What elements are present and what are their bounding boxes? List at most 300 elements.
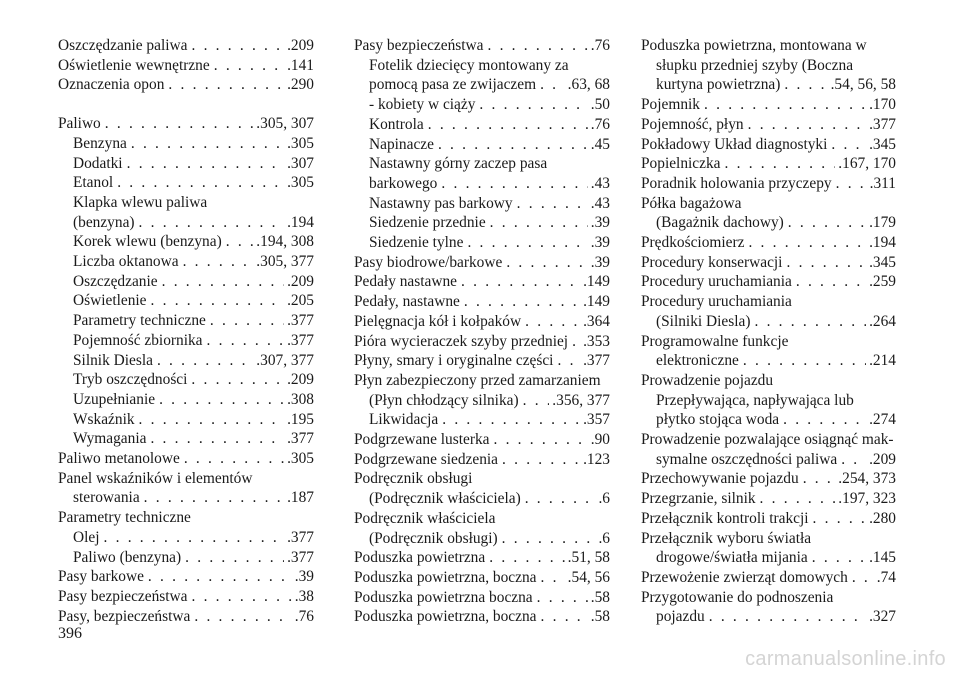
- page-number: 396: [58, 625, 82, 642]
- dot-leader: [541, 607, 588, 627]
- entry-term: Silnik Diesla: [73, 351, 153, 369]
- dot-leader: [725, 154, 836, 174]
- entry-term: kurtyna powietrzna): [656, 76, 781, 94]
- dot-leader: [117, 173, 284, 193]
- entry-page-ref: .205: [287, 292, 314, 310]
- dot-leader: [214, 56, 284, 76]
- index-subentry: [354, 391, 610, 411]
- entry-page-ref: .6: [598, 490, 610, 508]
- entry-page-ref: .58: [590, 588, 610, 606]
- entry-page-ref: .264: [869, 312, 896, 330]
- dot-leader: [168, 75, 284, 95]
- entry-term: Tryb oszczędności: [73, 371, 188, 389]
- entry-term: (Silniki Diesla): [656, 312, 751, 330]
- index-entry: Programowalne funkcje: [641, 332, 789, 350]
- index-subentry: [58, 331, 314, 351]
- entry-term: - kobiety w ciąży: [369, 96, 476, 114]
- index-entry: [354, 36, 610, 56]
- entry-term: Podgrzewane siedzenia: [354, 450, 499, 468]
- entry-term: Pasy barkowe: [58, 568, 144, 586]
- dot-leader: [210, 311, 284, 331]
- entry-term: Paliwo (benzyna): [73, 548, 182, 566]
- index-entry: Półka bagażowa: [641, 194, 742, 212]
- entry-page-ref: .194, 308: [256, 233, 314, 251]
- index-entry: Przygotowanie do podnoszenia: [641, 588, 834, 606]
- dot-leader: [786, 253, 866, 273]
- index-subentry: [354, 174, 610, 194]
- dot-leader: [709, 607, 866, 627]
- entry-page-ref: .195: [287, 410, 314, 428]
- dot-leader: [743, 351, 866, 371]
- index-subentry: [354, 213, 610, 233]
- entry-term: Pojemność zbiornika: [73, 331, 203, 349]
- entry-page-ref: .43: [590, 174, 610, 192]
- entry-term: Dodatki: [73, 154, 123, 172]
- entry-term: Popielniczka: [641, 155, 721, 173]
- index-subentry: [58, 311, 314, 331]
- index-column-1: [58, 36, 314, 626]
- entry-page-ref: .123: [583, 450, 610, 468]
- entry-page-ref: .194: [869, 234, 896, 252]
- dot-leader: [537, 588, 588, 608]
- index-column-2: [354, 36, 610, 627]
- entry-page-ref: .90: [590, 431, 610, 449]
- index-entry: Podręcznik obsługi: [354, 470, 473, 488]
- dot-leader: [525, 312, 580, 332]
- dot-leader: [183, 252, 254, 272]
- index-entry: [354, 588, 610, 608]
- index-subentry: Fotelik dziecięcy montowany za: [369, 56, 569, 74]
- index-entry: [641, 174, 896, 194]
- entry-term: Pedały nastawne: [354, 273, 458, 291]
- dot-leader: [489, 548, 564, 568]
- index-subentry: [354, 529, 610, 549]
- entry-term: Likwidacja: [369, 411, 439, 429]
- entry-term: Poduszka powietrzna boczna: [354, 588, 533, 606]
- entry-page-ref: .305: [287, 450, 314, 468]
- entry-term: Liczba oktanowa: [73, 253, 179, 271]
- entry-page-ref: .74: [876, 568, 896, 586]
- index-entry: [354, 351, 610, 371]
- dot-leader: [525, 489, 596, 509]
- dot-leader: [226, 232, 254, 252]
- index-subentry: [354, 410, 610, 430]
- index-entry: [354, 430, 610, 450]
- dot-leader: [162, 272, 284, 292]
- entry-page-ref: .345: [869, 135, 896, 153]
- index-entry: [58, 607, 314, 627]
- dot-leader: [442, 410, 580, 430]
- index-subentry: [58, 173, 314, 193]
- dot-leader: [159, 390, 284, 410]
- entry-term: Pojemnik: [641, 96, 700, 114]
- entry-term: Napinacze: [369, 135, 434, 153]
- dot-leader: [796, 272, 866, 292]
- dot-leader: [490, 213, 588, 233]
- dot-leader: [784, 75, 827, 95]
- dot-leader: [541, 568, 565, 588]
- entry-term: Oszczędzanie paliwa: [58, 37, 188, 54]
- dot-leader: [852, 568, 874, 588]
- entry-term: pojazdu: [656, 608, 705, 626]
- index-entry: [354, 312, 610, 332]
- index-entry: [354, 292, 610, 312]
- entry-term: Wskaźnik: [73, 410, 135, 428]
- entry-term: Prędkościomierz: [641, 234, 745, 252]
- dot-leader: [461, 272, 580, 292]
- index-entry: [641, 115, 896, 135]
- entry-page-ref: .254, 373: [838, 470, 896, 488]
- dot-leader: [748, 233, 866, 253]
- index-entry: [641, 509, 896, 529]
- index-subentry: słupku przedniej szyby (Boczna: [656, 56, 854, 74]
- index-entry: [58, 75, 314, 95]
- entry-term: elektroniczne: [656, 352, 739, 370]
- index-subentry: [58, 351, 314, 371]
- entry-term: Płyny, smary i oryginalne części: [354, 352, 554, 370]
- index-entry: [641, 253, 896, 273]
- entry-term: Przechowywanie pojazdu: [641, 470, 799, 488]
- entry-term: Nastawny pas barkowy: [369, 194, 513, 212]
- entry-term: Pokładowy Układ diagnostyki: [641, 135, 828, 153]
- dot-leader: [517, 194, 588, 214]
- index-entry: [354, 607, 610, 627]
- dot-leader: [803, 469, 836, 489]
- dot-leader: [157, 351, 253, 371]
- entry-page-ref: .39: [590, 214, 610, 232]
- index-entry: Prowadzenie pojazdu: [641, 371, 774, 389]
- entry-term: Uzupełnianie: [73, 390, 156, 408]
- entry-term: symalne oszczędności paliwa: [656, 450, 838, 468]
- entry-page-ref: .38: [294, 587, 314, 605]
- index-entry: [58, 567, 314, 587]
- dot-leader: [191, 370, 284, 390]
- index-subentry: [58, 370, 314, 390]
- index-subentry: [354, 115, 610, 135]
- index-entry: [58, 114, 314, 134]
- dot-leader: [139, 410, 285, 430]
- entry-page-ref: .145: [869, 549, 896, 567]
- dot-leader: [207, 331, 285, 351]
- entry-page-ref: .377: [287, 331, 314, 349]
- index-subentry: [641, 548, 896, 568]
- entry-term: (Bagażnik dachowy): [656, 214, 784, 232]
- dot-leader: [144, 488, 284, 508]
- entry-page-ref: .307: [287, 154, 314, 172]
- entry-term: (Płyn chłodzący silnika): [369, 391, 519, 409]
- index-subentry: [641, 450, 896, 470]
- entry-term: Paliwo metanolowe: [58, 450, 180, 468]
- entry-term: Paliwo: [58, 115, 101, 133]
- dot-leader: [148, 567, 292, 587]
- index-entry: [641, 135, 896, 155]
- index-subentry: [641, 213, 896, 233]
- dot-leader: [191, 587, 291, 607]
- entry-term: Przegrzanie, silnik: [641, 490, 756, 508]
- entry-page-ref: .290: [287, 76, 314, 94]
- entry-term: Poradnik holowania przyczepy: [641, 174, 832, 192]
- dot-leader: [783, 410, 866, 430]
- dot-leader: [841, 450, 866, 470]
- entry-page-ref: .39: [590, 234, 610, 252]
- dot-leader: [788, 213, 866, 233]
- entry-page-ref: .353: [583, 332, 610, 350]
- entry-page-ref: .308: [287, 390, 314, 408]
- index-subentry: [641, 607, 896, 627]
- index-entry: [641, 568, 896, 588]
- entry-page-ref: .305: [287, 134, 314, 152]
- entry-spacer: [58, 95, 314, 114]
- entry-page-ref: .141: [287, 56, 314, 74]
- entry-page-ref: .197, 323: [838, 490, 896, 508]
- index-entry: [354, 332, 610, 352]
- index-entry: [58, 36, 314, 56]
- index-subentry: [58, 213, 314, 233]
- entry-page-ref: .149: [583, 273, 610, 291]
- entry-page-ref: .377: [287, 312, 314, 330]
- entry-page-ref: .187: [287, 489, 314, 507]
- entry-page-ref: .167, 170: [838, 155, 896, 173]
- index-subentry: [58, 252, 314, 272]
- index-subentry: [354, 489, 610, 509]
- dot-leader: [131, 134, 284, 154]
- watermark: carmanualsonline.info: [745, 648, 946, 670]
- dot-leader: [105, 114, 254, 134]
- dot-leader: [104, 528, 285, 548]
- entry-page-ref: .54, 56, 58: [830, 76, 896, 94]
- index-subentry: [58, 528, 314, 548]
- index-subentry: [354, 95, 610, 115]
- entry-page-ref: .58: [590, 608, 610, 626]
- entry-term: Procedury uruchamiania: [641, 273, 792, 291]
- index-entry: [641, 233, 896, 253]
- entry-term: Podgrzewane lusterka: [354, 431, 490, 449]
- entry-term: Przewożenie zwierząt domowych: [641, 568, 848, 586]
- index-subentry: [641, 312, 896, 332]
- dot-leader: [523, 391, 550, 411]
- index-entry: [354, 272, 610, 292]
- entry-page-ref: .209: [869, 450, 896, 468]
- entry-page-ref: .274: [869, 411, 896, 429]
- dot-leader: [185, 548, 284, 568]
- entry-term: (benzyna): [73, 213, 135, 231]
- index-subentry: [641, 410, 896, 430]
- entry-page-ref: .209: [287, 371, 314, 389]
- entry-page-ref: .39: [590, 253, 610, 271]
- entry-page-ref: .356, 377: [552, 391, 610, 409]
- entry-term: drogowe/światła mijania: [656, 549, 808, 567]
- entry-page-ref: .76: [294, 607, 314, 625]
- dot-leader: [479, 95, 587, 115]
- entry-term: Pióra wycieraczek szyby przedniej: [354, 332, 569, 350]
- entry-page-ref: .39: [294, 568, 314, 586]
- dot-leader: [748, 115, 866, 135]
- entry-page-ref: .194: [287, 213, 314, 231]
- entry-term: Pojemność, płyn: [641, 115, 744, 133]
- entry-term: Pasy bezpieczeństwa: [58, 587, 188, 605]
- dot-leader: [760, 489, 836, 509]
- entry-term: Parametry techniczne: [73, 312, 206, 330]
- entry-term: Kontrola: [369, 115, 424, 133]
- dot-leader: [184, 449, 284, 469]
- entry-page-ref: .364: [583, 312, 610, 330]
- entry-term: Oszczędzanie: [73, 272, 158, 290]
- entry-page-ref: .43: [590, 194, 610, 212]
- entry-term: pomocą pasa ze zwijaczem: [369, 76, 537, 94]
- index-subentry: [354, 194, 610, 214]
- entry-term: Wymagania: [73, 430, 147, 448]
- entry-page-ref: .305: [287, 174, 314, 192]
- entry-page-ref: .327: [869, 608, 896, 626]
- entry-term: Pasy biodrowe/barkowe: [354, 253, 503, 271]
- entry-page-ref: .307, 377: [256, 351, 314, 369]
- index-entry: Parametry techniczne: [58, 509, 191, 527]
- entry-page-ref: .377: [287, 528, 314, 546]
- index-subentry: [354, 75, 610, 95]
- entry-term: Oznaczenia opon: [58, 76, 165, 94]
- index-entry: [641, 469, 896, 489]
- index-entry: [354, 548, 610, 568]
- entry-term: Pasy, bezpieczeństwa: [58, 607, 191, 625]
- entry-page-ref: .311: [869, 174, 896, 192]
- dot-leader: [151, 291, 285, 311]
- entry-term: Etanol: [73, 174, 114, 192]
- dot-leader: [502, 450, 580, 470]
- entry-term: Oświetlenie: [73, 292, 147, 310]
- index-subentry: [58, 154, 314, 174]
- entry-page-ref: .377: [869, 115, 896, 133]
- dot-leader: [506, 253, 587, 273]
- dot-leader: [502, 529, 596, 549]
- index-entry: [641, 489, 896, 509]
- entry-page-ref: .209: [287, 37, 314, 54]
- entry-page-ref: .51, 58: [567, 549, 610, 567]
- index-entry: [641, 154, 896, 174]
- entry-page-ref: .63, 68: [567, 76, 610, 94]
- entry-page-ref: .345: [869, 253, 896, 271]
- index-column-3: [641, 36, 896, 627]
- index-entry: Procedury uruchamiania: [641, 293, 792, 311]
- dot-leader: [487, 36, 587, 56]
- index-subentry: [58, 429, 314, 449]
- index-entry: Podręcznik właściciela: [354, 509, 496, 527]
- entry-term: Siedzenie przednie: [369, 214, 486, 232]
- index-subentry: [58, 291, 314, 311]
- dot-leader: [438, 135, 588, 155]
- entry-term: płytko stojąca woda: [656, 411, 780, 429]
- entry-term: Benzyna: [73, 134, 127, 152]
- index-subentry: Nastawny górny zaczep pasa: [369, 155, 548, 173]
- dot-leader: [572, 332, 580, 352]
- entry-term: Przełącznik kontroli trakcji: [641, 509, 809, 527]
- index-entry: Prowadzenie pozwalające osiągnąć mak-: [641, 431, 894, 449]
- entry-page-ref: .179: [869, 214, 896, 232]
- entry-page-ref: .259: [869, 273, 896, 291]
- entry-term: Siedzenie tylne: [369, 234, 464, 252]
- dot-leader: [493, 430, 587, 450]
- entry-page-ref: .45: [590, 135, 610, 153]
- entry-page-ref: .305, 377: [256, 253, 314, 271]
- index-subentry: Przepływająca, napływająca lub: [656, 391, 854, 409]
- entry-term: (Podręcznik obsługi): [369, 529, 498, 547]
- entry-page-ref: .76: [590, 37, 610, 54]
- entry-term: Pielęgnacja kół i kołpaków: [354, 312, 522, 330]
- index-subentry: [641, 351, 896, 371]
- dot-leader: [428, 115, 588, 135]
- entry-page-ref: .305, 307: [256, 115, 314, 133]
- dot-leader: [754, 312, 866, 332]
- index-entry: Panel wskaźników i elementów: [58, 469, 253, 487]
- entry-page-ref: .76: [590, 115, 610, 133]
- dot-leader: [557, 351, 580, 371]
- dot-leader: [467, 233, 587, 253]
- index-entry: Poduszka powietrzna, montowana w: [641, 37, 867, 54]
- index-entry: [641, 95, 896, 115]
- entry-term: Olej: [73, 528, 100, 546]
- index-subentry: [58, 390, 314, 410]
- entry-term: Poduszka powietrzna: [354, 549, 486, 567]
- dot-leader: [139, 213, 285, 233]
- index-entry: [354, 450, 610, 470]
- entry-term: Korek wlewu (benzyna): [73, 233, 222, 251]
- index-subentry: [58, 272, 314, 292]
- index-subentry: [641, 75, 896, 95]
- entry-page-ref: .170: [869, 96, 896, 114]
- dot-leader: [704, 95, 866, 115]
- entry-term: sterowania: [73, 489, 140, 507]
- entry-term: Pasy bezpieczeństwa: [354, 37, 484, 54]
- dot-leader: [127, 154, 284, 174]
- dot-leader: [836, 174, 867, 194]
- entry-term: Poduszka powietrzna, boczna: [354, 608, 537, 626]
- index-subentry: [58, 134, 314, 154]
- entry-page-ref: .214: [869, 352, 896, 370]
- dot-leader: [441, 174, 587, 194]
- entry-page-ref: .6: [598, 529, 610, 547]
- entry-page-ref: .377: [287, 430, 314, 448]
- entry-page-ref: .149: [583, 293, 610, 311]
- index-entry: [58, 56, 314, 76]
- entry-page-ref: .377: [287, 548, 314, 566]
- dot-leader: [150, 429, 284, 449]
- index-subentry: [58, 548, 314, 568]
- entry-term: Pedały, nastawne: [354, 293, 460, 311]
- index-entry: [354, 568, 610, 588]
- index-entry: [58, 449, 314, 469]
- entry-term: Oświetlenie wewnętrzne: [58, 56, 210, 74]
- entry-term: Poduszka powietrzna, boczna: [354, 568, 537, 586]
- index-subentry: [354, 233, 610, 253]
- index-subentry: [354, 135, 610, 155]
- index-subentry: [58, 232, 314, 252]
- index-entry: Płyn zabezpieczony przed zamarzaniem: [354, 371, 601, 389]
- index-subentry: [58, 488, 314, 508]
- dot-leader: [194, 607, 291, 627]
- index-subentry: Klapka wlewu paliwa: [73, 193, 208, 211]
- dot-leader: [191, 36, 284, 56]
- entry-page-ref: .377: [583, 352, 610, 370]
- dot-leader: [464, 292, 580, 312]
- index-entry: Przełącznik wyboru światła: [641, 529, 812, 547]
- dot-leader: [540, 75, 565, 95]
- entry-page-ref: .50: [590, 96, 610, 114]
- index-entry: [354, 253, 610, 273]
- index-entry: [58, 587, 314, 607]
- entry-page-ref: .357: [583, 411, 610, 429]
- entry-page-ref: .280: [869, 509, 896, 527]
- dot-leader: [831, 135, 866, 155]
- index-subentry: [58, 410, 314, 430]
